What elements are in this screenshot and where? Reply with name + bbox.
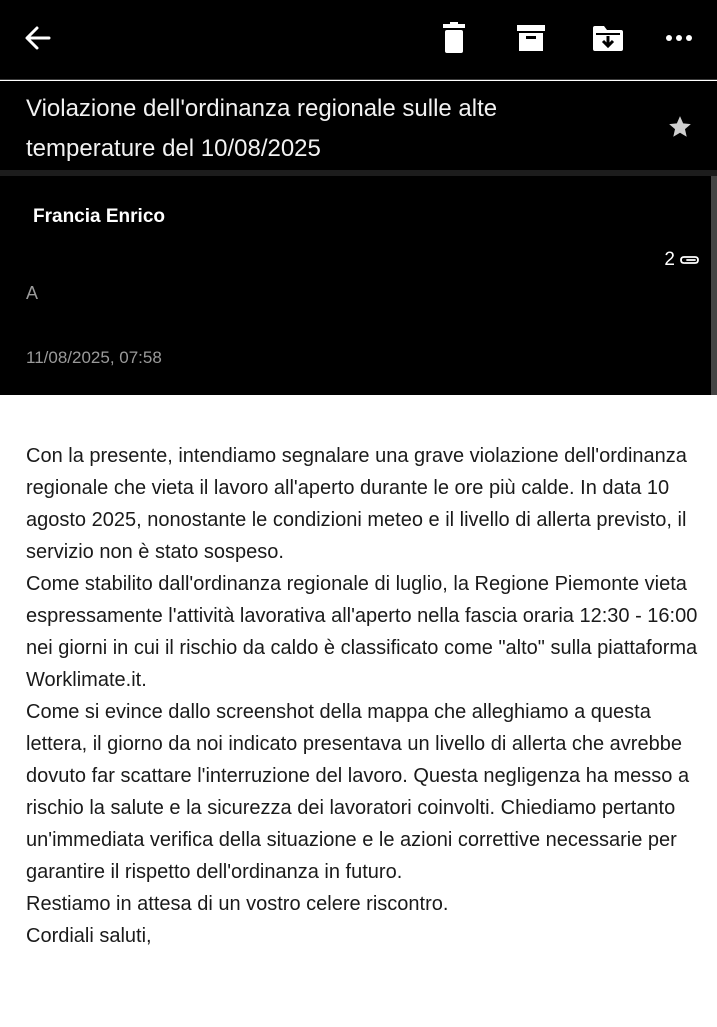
message-datetime: 11/08/2025, 07:58 xyxy=(26,348,162,367)
star-button[interactable] xyxy=(667,114,693,145)
email-subject: Violazione dell'ordinanza regionale sulle alte temperature del 10/08/2025 xyxy=(26,95,498,162)
top-toolbar xyxy=(0,0,717,80)
message-header xyxy=(0,176,717,395)
body-paragraph: Restiamo in attesa di un vostro celere riscontro. xyxy=(26,893,449,915)
folder-move-icon xyxy=(592,24,624,52)
more-options-button[interactable] xyxy=(659,18,699,58)
subject-bar xyxy=(0,81,717,170)
arrow-left-icon xyxy=(23,23,53,53)
attachment-indicator[interactable] xyxy=(664,249,701,271)
delete-button[interactable] xyxy=(434,18,474,58)
body-paragraph: Con la presente, intendiamo segnalare una grave violazione dell'ordinanza regionale che vieta il lavoro all'aperto durante le ore più calde. In data 10 agosto 2025, nonostante le condizioni meteo e il livello di allerta previsto, il servizio non è stato sospeso. xyxy=(26,445,687,563)
back-button[interactable] xyxy=(18,18,58,58)
email-body xyxy=(26,440,698,952)
move-to-folder-button[interactable] xyxy=(588,18,628,58)
trash-icon xyxy=(441,22,467,54)
scrollbar[interactable] xyxy=(711,176,717,395)
body-paragraph: Come si evince dallo screenshot della mappa che alleghiamo a questa lettera, il giorno da noi indicato presentava un livello di allerta che avrebbe dovuto far scattare l'interruzione del lavoro. Questa negligenza ha messo a rischio la salute e la sicurezza dei lavoratori coinvolti. Chiediamo pertanto un'immediata verifica della situazione e le azioni correttive necessarie per garantire il rispetto dell'ordinanza in futuro. xyxy=(26,701,690,883)
star-icon xyxy=(667,114,693,140)
body-paragraph: Cordiali saluti, xyxy=(26,925,152,947)
more-dots-icon xyxy=(665,34,693,42)
archive-icon xyxy=(516,24,546,52)
body-paragraph: Come stabilito dall'ordinanza regionale di luglio, la Regione Piemonte vieta espressamente l'attività lavorativa all'aperto nella fascia oraria 12:30 - 16:00 nei giorni in cui il rischio da caldo è classificato come "alto" sulla piattaforma Worklimate.it. xyxy=(26,573,698,691)
recipient-label[interactable]: A xyxy=(26,283,39,303)
archive-button[interactable] xyxy=(511,18,551,58)
paperclip-icon xyxy=(679,253,701,267)
sender-name[interactable]: Francia Enrico xyxy=(33,206,165,227)
attachment-count: 2 xyxy=(664,249,675,270)
